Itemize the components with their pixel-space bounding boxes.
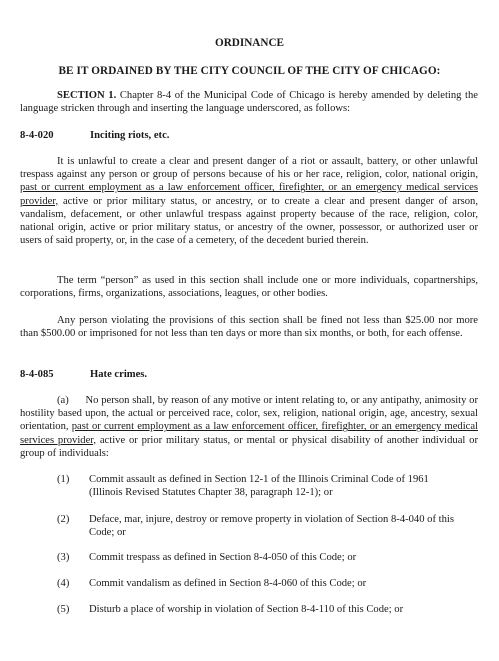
- section-title: Hate crimes.: [90, 369, 148, 380]
- list-item-text: Deface, mar, injure, destroy or remove property in violation of Section 8-4-040 of this Code; or: [89, 514, 454, 539]
- paragraph-text: It is unlawful to create a clear and present danger of a riot or assault, battery, or other unlawful trespass against any person or group of persons because of his or her race, religion, color, national origin,: [20, 156, 478, 181]
- hate-crimes-paragraph-a: [20, 394, 478, 460]
- list-item-number: (1): [57, 474, 70, 485]
- inserted-language: past or current employment as a law enforcement officer, firefighter, or an emergency medical services provider,: [20, 421, 478, 446]
- paragraph-text: active or prior military status, or mental or physical disability of another individual or group of individuals:: [20, 434, 478, 459]
- section-8-4-020-heading: [20, 129, 169, 142]
- subsection-label: (a): [57, 395, 69, 406]
- section-8-4-085-heading: [20, 368, 147, 381]
- list-item-number: (2): [57, 514, 70, 525]
- penalty-paragraph: Any person violating the provisions of this section shall be fined not less than $25.00 nor more than $500.00 or imprisoned for not less than ten days or more than six months, or both, for each offense.: [20, 315, 478, 340]
- paragraph-text: active or prior military status, or ancestry, or to create a clear and present danger of arson, vandalism, defacement, or other unlawful trespass against property because of the race, religion, color, national origin, active or prior military status, or ancestry of the owner, possessor, or authorized user or users of said property, or, in the case of a cemetery, of the decedent buried therein.: [20, 195, 478, 247]
- section-1-label: SECTION 1.: [57, 90, 117, 101]
- list-item-number: (5): [57, 604, 70, 615]
- section-title: Inciting riots, etc.: [90, 130, 170, 141]
- paragraph-text: No person shall, by reason of any motive or intent relating to, or any antipathy, animosity or hostility based upon, the actual or perceived race, color, sex, religion, national origin, age, ancestry, sexual orientation,: [20, 395, 478, 433]
- ordained-heading: BE IT ORDAINED BY THE CITY COUNCIL OF THE CITY OF CHICAGO:: [58, 65, 441, 77]
- section-number: 8-4-020: [20, 130, 54, 141]
- section-number: 8-4-085: [20, 369, 54, 380]
- list-item-text: Disturb a place of worship in violation of Section 8-4-110 of this Code; or: [89, 604, 404, 615]
- list-item-text: Commit assault as defined in Section 12-1 of the Illinois Criminal Code of 1961 (Illinois Revised Statutes Chapter 38, paragraph 12-1); or: [89, 474, 429, 499]
- list-item-text: Commit vandalism as defined in Section 8-4-060 of this Code; or: [89, 578, 367, 589]
- person-definition-paragraph: The term “person” as used in this section shall include one or more individuals, copartnerships, corporations, firms, organizations, associations, leagues, or other bodies.: [20, 275, 478, 300]
- section-1-paragraph: [20, 89, 478, 115]
- section-1-text: Chapter 8-4 of the Municipal Code of Chicago is hereby amended by deleting the language stricken through and inserting the language underscored, as follows:: [20, 90, 478, 115]
- list-item-number: (4): [57, 578, 70, 589]
- list-item-text: Commit trespass as defined in Section 8-4-050 of this Code; or: [89, 552, 357, 563]
- document-title: ORDINANCE: [215, 37, 284, 49]
- inciting-riots-paragraph: [20, 155, 478, 247]
- list-item-number: (3): [57, 552, 70, 563]
- inserted-language: past or current employment as a law enforcement officer, firefighter, or an emergency medical services provider,: [20, 182, 478, 207]
